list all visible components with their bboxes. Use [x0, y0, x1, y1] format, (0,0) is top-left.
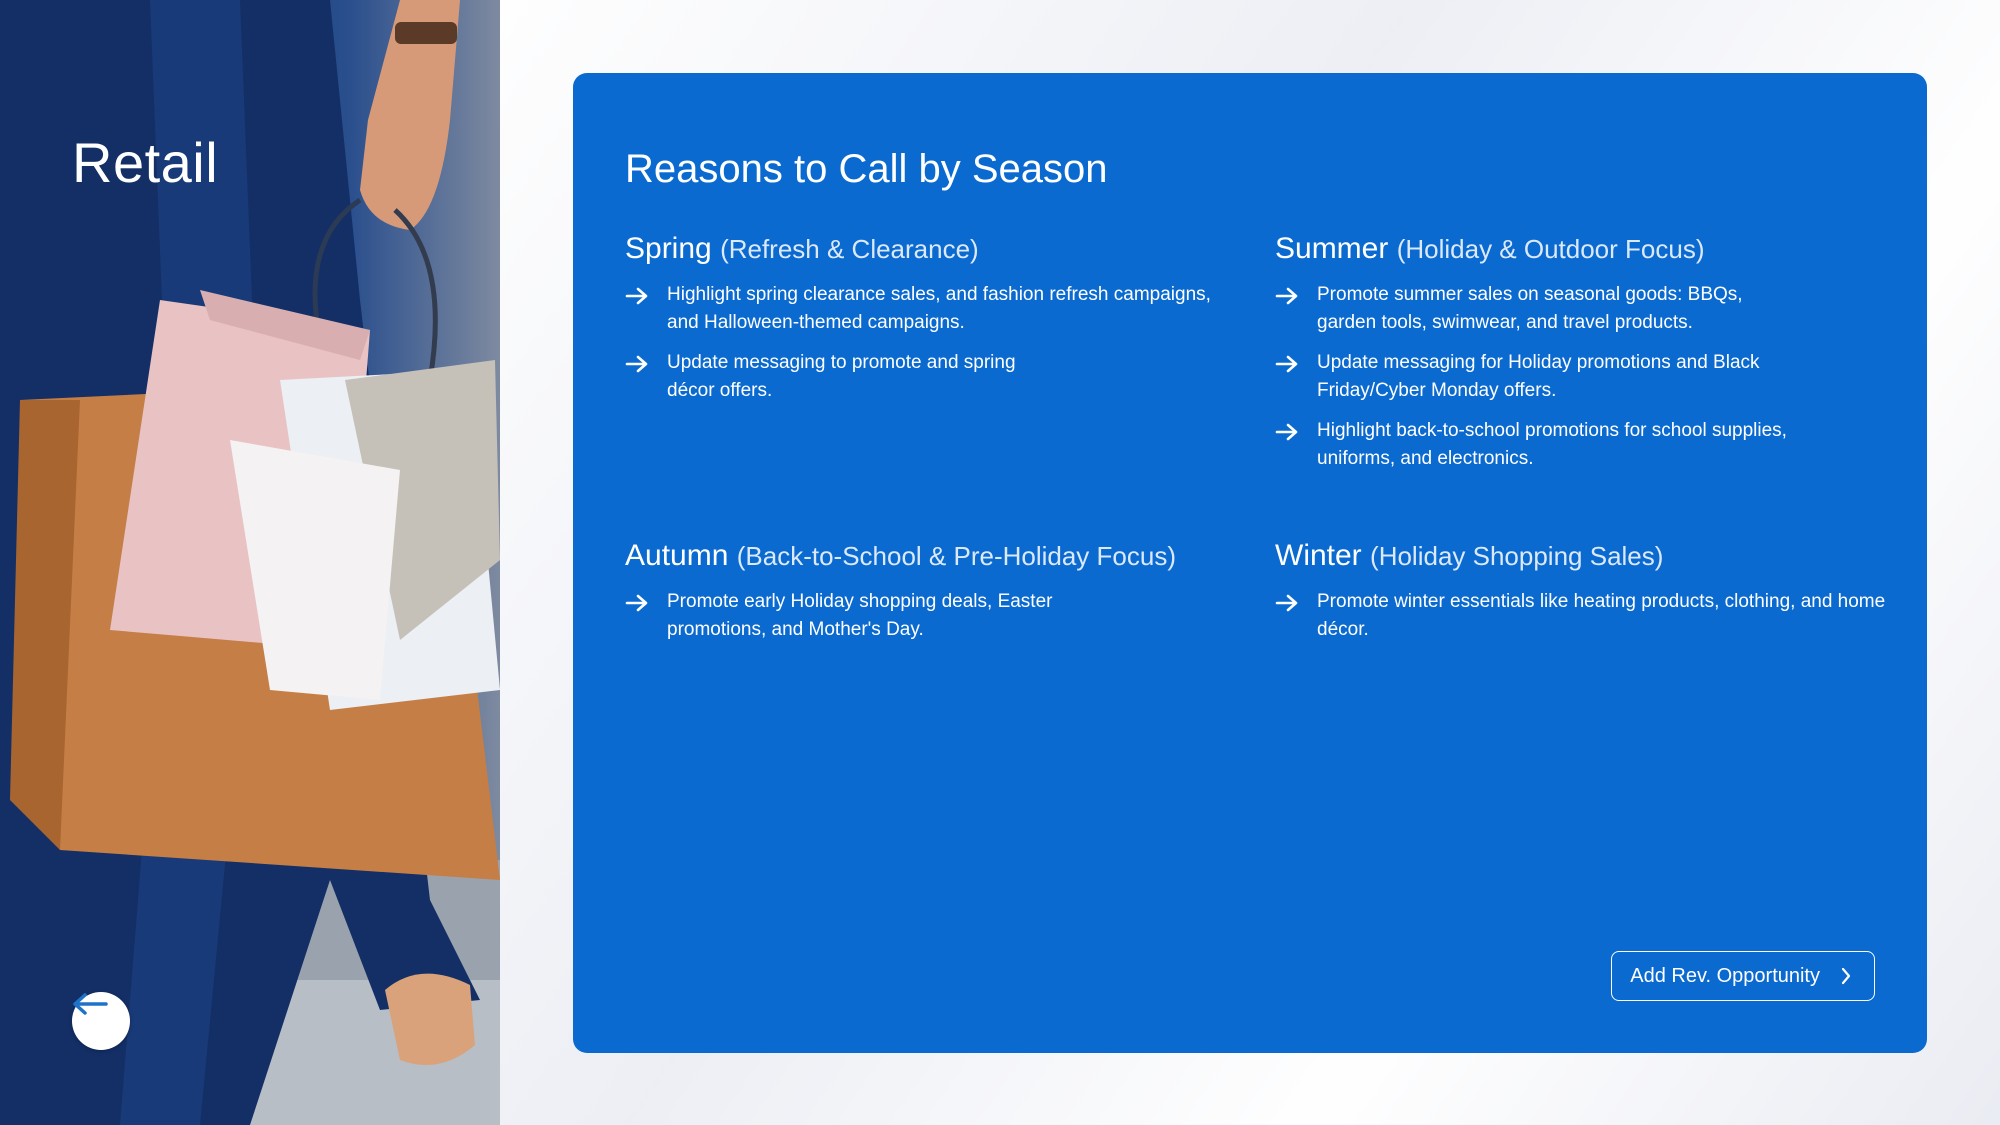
arrow-right-icon	[1275, 354, 1299, 374]
season-heading	[1275, 538, 1895, 574]
list-item	[1275, 281, 1895, 337]
season-name: Summer	[1275, 232, 1389, 265]
bullet-text: Update messaging to promote and spring décor offers.	[667, 352, 1016, 401]
season-name: Winter	[1275, 539, 1362, 572]
bullet-text: Update messaging for Holiday promotions and Black Friday/Cyber Monday offers.	[1317, 352, 1760, 401]
arrow-right-icon	[1275, 422, 1299, 442]
bullet-list	[1275, 588, 1895, 644]
arrow-right-icon	[1275, 593, 1299, 613]
season-subtitle: (Refresh & Clearance)	[720, 234, 979, 264]
add-rev-opportunity-button[interactable]	[1611, 951, 1875, 1001]
list-item	[1275, 588, 1895, 644]
button-label: Add Rev. Opportunity	[1630, 964, 1820, 987]
season-summer	[1275, 231, 1895, 485]
season-spring	[625, 231, 1245, 417]
arrow-left-icon	[72, 992, 108, 1016]
season-name: Autumn	[625, 539, 729, 572]
bullet-text: Highlight spring clearance sales, and fashion refresh campaigns, and Halloween-themed campaigns.	[667, 284, 1211, 333]
season-heading	[625, 231, 1245, 267]
arrow-right-icon	[625, 286, 649, 306]
season-subtitle: (Holiday & Outdoor Focus)	[1396, 234, 1705, 264]
list-item	[1275, 417, 1895, 473]
back-button[interactable]	[72, 992, 130, 1050]
page-title: Retail	[72, 131, 219, 194]
list-item	[625, 349, 1245, 405]
bullet-list	[625, 588, 1245, 644]
chevron-right-icon	[1840, 966, 1852, 986]
bullet-text: Highlight back-to-school promotions for school supplies, uniforms, and electronics.	[1317, 420, 1787, 469]
bullet-list	[1275, 281, 1895, 473]
season-subtitle: (Holiday Shopping Sales)	[1370, 541, 1664, 571]
list-item	[625, 588, 1245, 644]
arrow-right-icon	[625, 354, 649, 374]
bullet-list	[625, 281, 1245, 405]
hero-image-panel	[0, 0, 500, 1125]
season-heading	[1275, 231, 1895, 267]
season-autumn	[625, 538, 1245, 656]
bullet-text: Promote early Holiday shopping deals, Easter promotions, and Mother's Day.	[667, 591, 1053, 640]
season-winter	[1275, 538, 1895, 656]
list-item	[1275, 349, 1895, 405]
bullet-text: Promote summer sales on seasonal goods: BBQs, garden tools, swimwear, and travel products.	[1317, 284, 1743, 333]
season-heading	[625, 538, 1245, 574]
season-subtitle: (Back-to-School & Pre-Holiday Focus)	[736, 541, 1176, 571]
arrow-right-icon	[625, 593, 649, 613]
season-name: Spring	[625, 232, 712, 265]
list-item	[625, 281, 1245, 337]
seasonal-reasons-card	[573, 73, 1927, 1053]
card-title: Reasons to Call by Season	[625, 147, 1108, 191]
arrow-right-icon	[1275, 286, 1299, 306]
bullet-text: Promote winter essentials like heating products, clothing, and home décor.	[1317, 591, 1886, 640]
